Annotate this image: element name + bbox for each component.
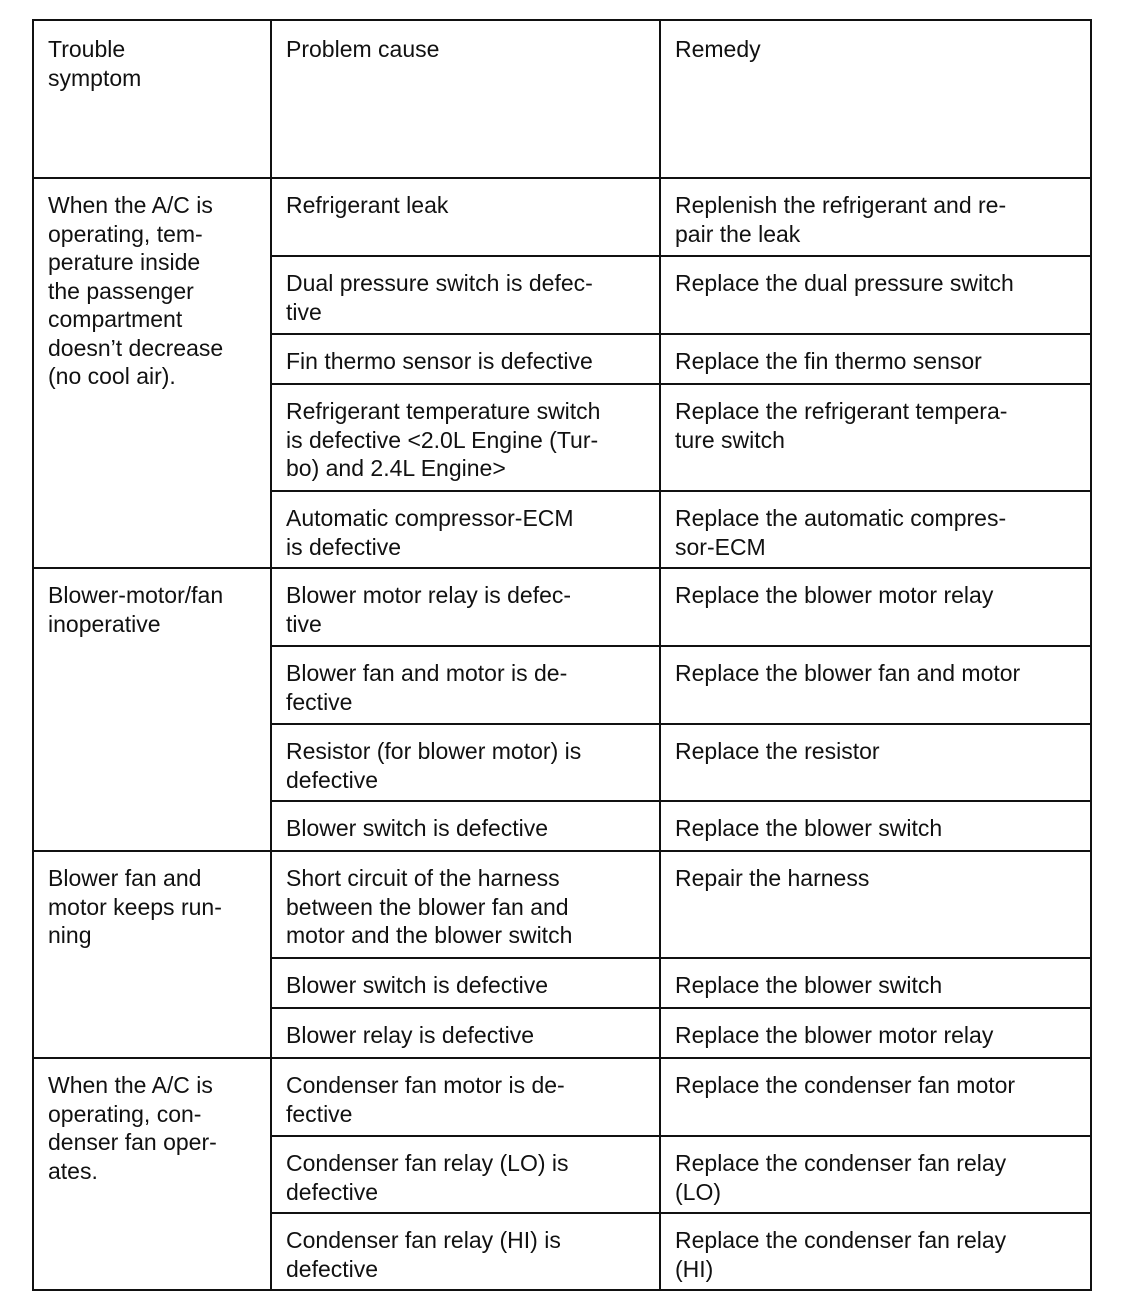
header-remedy: Remedy <box>660 20 1091 178</box>
remedy-cell: Replace the blower motor relay <box>660 568 1091 646</box>
remedy-cell: Replenish the refrigerant and re- pair the leak <box>660 178 1091 256</box>
remedy-cell: Replace the dual pressure switch <box>660 256 1091 334</box>
remedy-cell: Replace the condenser fan relay (LO) <box>660 1136 1091 1213</box>
cause-cell: Dual pressure switch is defec- tive <box>271 256 660 334</box>
cause-cell: Condenser fan motor is de- fective <box>271 1058 660 1136</box>
symptom-cell: When the A/C is operating, con- denser fan oper- ates. <box>33 1058 271 1290</box>
remedy-cell: Replace the condenser fan relay (HI) <box>660 1213 1091 1290</box>
symptom-cell: When the A/C is operating, tem- perature inside the passenger compartment doesn’t decrease (no cool air). <box>33 178 271 568</box>
remedy-cell: Replace the fin thermo sensor <box>660 334 1091 384</box>
remedy-cell: Replace the resistor <box>660 724 1091 801</box>
header-trouble-symptom: Trouble symptom <box>33 20 271 178</box>
cause-cell: Blower motor relay is defec- tive <box>271 568 660 646</box>
cause-cell: Blower switch is defective <box>271 801 660 851</box>
remedy-cell: Replace the blower motor relay <box>660 1008 1091 1058</box>
cause-cell: Refrigerant leak <box>271 178 660 256</box>
symptom-cell: Blower-motor/fan inoperative <box>33 568 271 851</box>
cause-cell: Short circuit of the harness between the blower fan and motor and the blower switch <box>271 851 660 958</box>
remedy-cell: Replace the condenser fan motor <box>660 1058 1091 1136</box>
table-row <box>33 1058 1091 1136</box>
cause-cell: Fin thermo sensor is defective <box>271 334 660 384</box>
remedy-cell: Replace the refrigerant tempera- ture switch <box>660 384 1091 491</box>
cause-cell: Blower relay is defective <box>271 1008 660 1058</box>
table-row <box>33 851 1091 958</box>
cause-cell: Blower fan and motor is de- fective <box>271 646 660 724</box>
cause-cell: Condenser fan relay (LO) is defective <box>271 1136 660 1213</box>
symptom-cell: Blower fan and motor keeps run- ning <box>33 851 271 1058</box>
cause-cell: Resistor (for blower motor) is defective <box>271 724 660 801</box>
remedy-cell: Replace the blower switch <box>660 958 1091 1008</box>
table-row <box>33 568 1091 646</box>
remedy-cell: Replace the automatic compres- sor-ECM <box>660 491 1091 568</box>
header-problem-cause: Problem cause <box>271 20 660 178</box>
remedy-cell: Replace the blower fan and motor <box>660 646 1091 724</box>
remedy-cell: Replace the blower switch <box>660 801 1091 851</box>
troubleshooting-table <box>32 19 1092 1291</box>
cause-cell: Refrigerant temperature switch is defective <2.0L Engine (Tur- bo) and 2.4L Engine> <box>271 384 660 491</box>
remedy-cell: Repair the harness <box>660 851 1091 958</box>
cause-cell: Blower switch is defective <box>271 958 660 1008</box>
header-row <box>33 20 1091 178</box>
table-row <box>33 178 1091 256</box>
cause-cell: Condenser fan relay (HI) is defective <box>271 1213 660 1290</box>
cause-cell: Automatic compressor-ECM is defective <box>271 491 660 568</box>
